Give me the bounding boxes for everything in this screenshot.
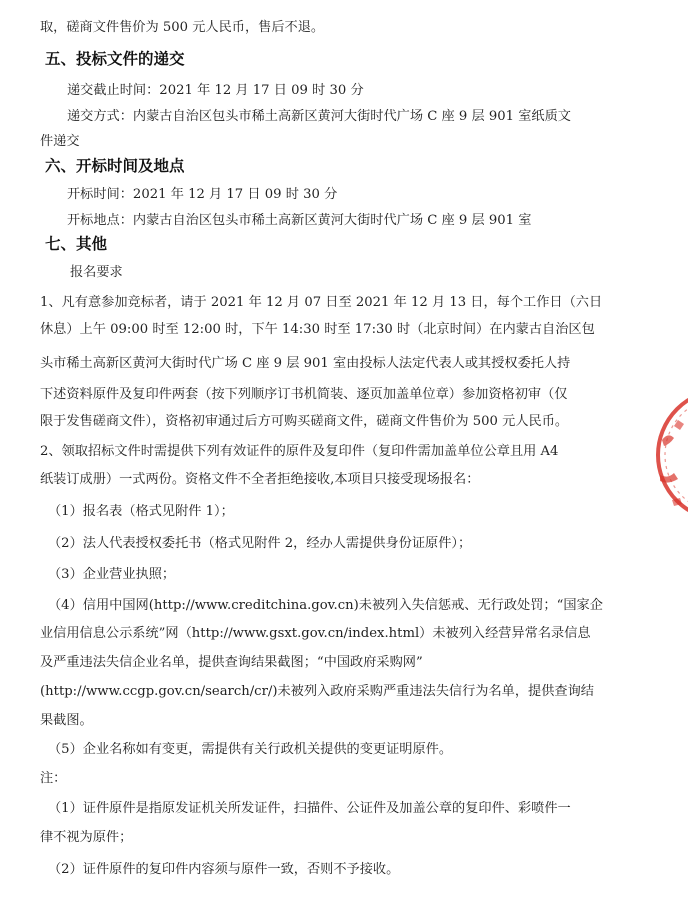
text-line: 报名要求: [70, 265, 123, 280]
text-line: 开标时间：2021 年 12 月 17 日 09 时 30 分: [67, 187, 338, 202]
section-heading: 七、其他: [45, 235, 108, 253]
text-line: 递交方式：内蒙古自治区包头市稀土高新区黄河大街时代广场 C 座 9 层 901 室纸质文: [67, 109, 571, 124]
text-line: （2）证件原件的复印件内容须与原件一致，否则不予接收。: [48, 862, 400, 877]
text-line: 开标地点：内蒙古自治区包头市稀土高新区黄河大街时代广场 C 座 9 层 901 室: [67, 213, 532, 228]
text-line: （1）证件原件是指原发证机关所发证件，扫描件、公证件及加盖公章的复印件、彩喷件一: [48, 801, 571, 816]
text-line: 取，磋商文件售价为 500 元人民币，售后不退。: [40, 20, 325, 35]
text-line: 下述资料原件及复印件两套（按下列顺序订书机简装、逐页加盖单位章）参加资格初审（仅: [40, 387, 568, 402]
text-line: （4）信用中国网(http://www.creditchina.gov.cn)未被列入失信惩戒、无行政处罚；“国家企: [48, 598, 603, 613]
text-line: 休息）上午 09:00 时至 12:00 时，下午 14:30 时至 17:30 时（北京时间）在内蒙古自治区包: [40, 322, 595, 337]
text-line: 及严重违法失信企业名单，提供查询结果截图；“中国政府采购网”: [40, 655, 423, 670]
section-heading: 六、开标时间及地点: [45, 157, 185, 175]
text-line: （5）企业名称如有变更，需提供有关行政机关提供的变更证明原件。: [48, 742, 453, 757]
text-line: 业信用信息公示系统”网（http://www.gsxt.gov.cn/index.html）未被列入经营异常名录信息: [40, 626, 591, 641]
text-line: （2）法人代表授权委托书（格式见附件 2，经办人需提供身份证原件）；: [48, 536, 472, 551]
text-line: 递交截止时间：2021 年 12 月 17 日 09 时 30 分: [67, 83, 364, 98]
text-line: 纸装订成册）一式两份。资格文件不全者拒绝接收,本项目只接受现场报名：: [40, 472, 480, 487]
text-line: 件递交: [40, 134, 80, 149]
text-line: 2、领取招标文件时需提供下列有效证件的原件及复印件（复印件需加盖单位公章且用 A4: [40, 444, 559, 459]
section-heading: 五、投标文件的递交: [45, 50, 185, 68]
text-line: 果截图。: [40, 713, 93, 728]
text-line: （3）企业营业执照；: [48, 567, 176, 582]
text-line: 注：: [40, 771, 67, 786]
text-line: （1）报名表（格式见附件 1）；: [48, 504, 234, 519]
red-seal-stamp: [648, 380, 688, 530]
text-line: 头市稀土高新区黄河大街时代广场 C 座 9 层 901 室由投标人法定代表人或其授权委托人持: [40, 356, 571, 371]
text-line: (http://www.ccgp.gov.cn/search/cr/)未被列入政府采购严重违法失信行为名单，提供查询结: [40, 684, 594, 699]
text-line: 律不视为原件；: [40, 830, 133, 845]
text-line: 限于发售磋商文件），资格初审通过后方可购买磋商文件，磋商文件售价为 500 元人民币。: [40, 414, 569, 429]
text-line: 1、凡有意参加竞标者，请于 2021 年 12 月 07 日至 2021 年 12 月 13 日，每个工作日（六日: [40, 295, 603, 310]
